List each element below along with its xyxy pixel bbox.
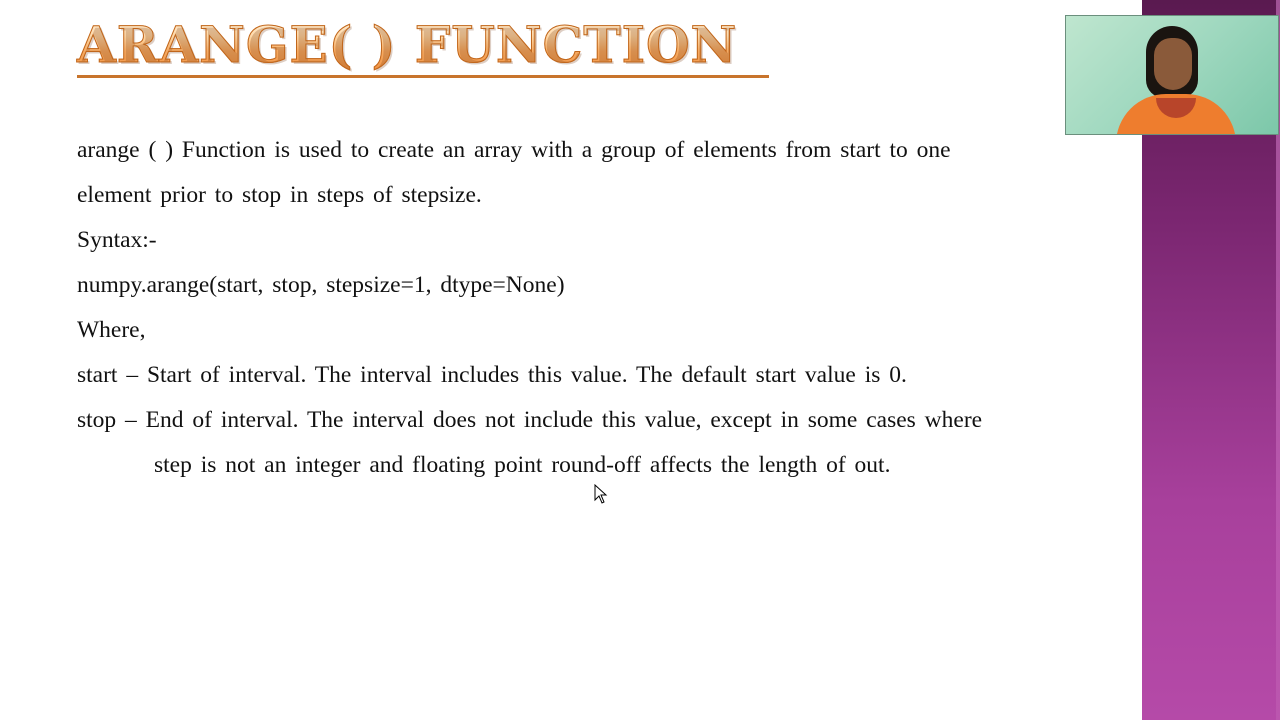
start-parameter-description: start – Start of interval. The interval includes this value. The default start value is 0. [77, 362, 907, 388]
presenter-face [1154, 38, 1192, 90]
where-label: Where, [77, 317, 146, 343]
stop-parameter-description-continued: step is not an integer and floating point round-off affects the length of out. [154, 452, 891, 478]
presenter-webcam-video [1065, 15, 1279, 135]
mouse-pointer-icon [594, 484, 608, 504]
slide-title-container [77, 14, 769, 78]
description-line-2: element prior to stop in steps of stepsize. [77, 182, 482, 208]
stop-parameter-description: stop – End of interval. The interval does not include this value, except in some cases where [77, 407, 983, 433]
slide-title: ARANGE( ) FUNCTION [77, 15, 738, 74]
description-line-1: arange ( ) Function is used to create an array with a group of elements from start to one [77, 137, 951, 163]
title-underline [77, 75, 769, 78]
syntax-code: numpy.arange(start, stop, stepsize=1, dtype=None) [77, 272, 565, 298]
syntax-label: Syntax:- [77, 227, 157, 253]
